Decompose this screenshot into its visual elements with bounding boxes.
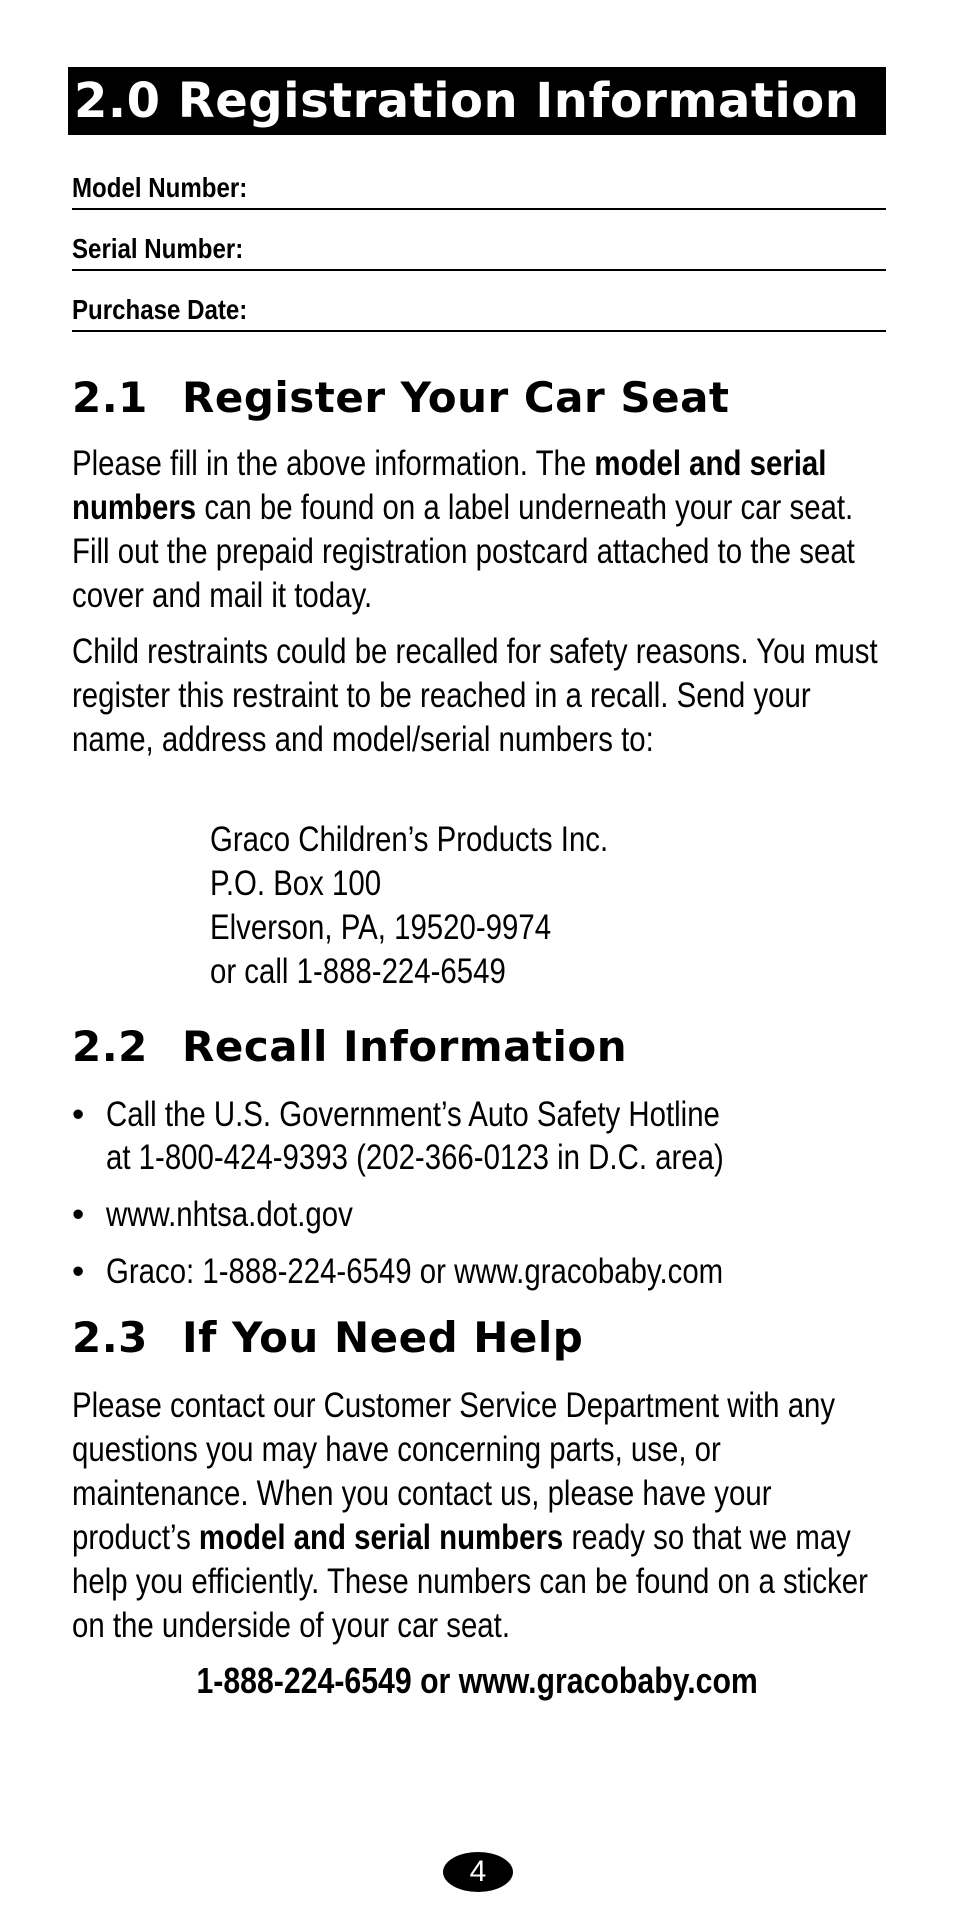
text-run: Please fill in the above information. The (72, 444, 595, 483)
list-item-text: Graco: 1-888-224-6549 or www.gracobaby.com (106, 1252, 724, 1291)
list-item-text: Call the U.S. Government’s Auto Safety Hotline (106, 1095, 720, 1134)
section-number: 2.3 (72, 1313, 148, 1362)
section-2-2-heading (72, 1022, 627, 1072)
text-run: can be found on a label underneath your car seat. Fill out the prepaid registration postcard attached to the seat cover and mail it today. (72, 488, 855, 615)
bold-run: model and serial numbers (198, 1518, 564, 1557)
page-number: 4 (443, 1852, 513, 1892)
page-title: 2.0 Registration Information (68, 67, 886, 135)
model-number-label: Model Number: (72, 172, 248, 203)
paragraph-text: Child restraints could be recalled for safety reasons. You must register this restraint to be reached in a recall. Send your name, address and model/serial numbers to: (72, 632, 878, 759)
section-title: Register Your Car Seat (182, 373, 730, 422)
address-line: or call 1-888-224-6549 (210, 952, 506, 991)
section-title: Recall Information (182, 1022, 628, 1071)
address-line: Graco Children’s Products Inc. (210, 820, 609, 859)
list-item-text: www.nhtsa.dot.gov (106, 1195, 353, 1234)
recall-register-paragraph (72, 630, 892, 762)
list-item-text: at 1-800-424-9393 (202-366-0123 in D.C. area) (106, 1138, 724, 1177)
text-run: ready so that we may help you efficiently. These numbers can be found on a sticker on the underside of your car seat. (72, 1518, 868, 1645)
contact-text: 1-888-224-6549 or www.gracobaby.com (196, 1660, 758, 1701)
bold-run: model and serial numbers (72, 444, 827, 527)
text-run: Please contact our Customer Service Department with any questions you may have concerning parts, use, or maintenance. When you contact us, please have your product’s (72, 1386, 836, 1557)
register-paragraph (72, 442, 892, 618)
section-number: 2.2 (72, 1022, 148, 1071)
address-line: P.O. Box 100 (210, 864, 382, 903)
recall-list (72, 1093, 892, 1293)
section-2-1-heading (72, 373, 729, 423)
purchase-date-label: Purchase Date: (72, 294, 248, 325)
model-number-field (72, 168, 886, 210)
section-2-3-heading (72, 1313, 583, 1363)
list-item: • Call the U.S. Government’s Auto Safety Hotline at 1-800-424-9393 (202-366-0123 in D.C. area) (72, 1093, 892, 1179)
contact-line (0, 1659, 954, 1703)
address-line: Elverson, PA, 19520-9974 (210, 908, 552, 947)
serial-number-field (72, 229, 886, 271)
section-number: 2.1 (72, 373, 148, 422)
section-title: If You Need Help (182, 1313, 584, 1362)
list-item: • www.nhtsa.dot.gov (72, 1193, 892, 1236)
list-item: • Graco: 1-888-224-6549 or www.gracobaby.com (72, 1250, 892, 1293)
serial-number-label: Serial Number: (72, 233, 244, 264)
mailing-address (210, 818, 684, 994)
help-paragraph (72, 1384, 892, 1648)
purchase-date-field (72, 290, 886, 332)
